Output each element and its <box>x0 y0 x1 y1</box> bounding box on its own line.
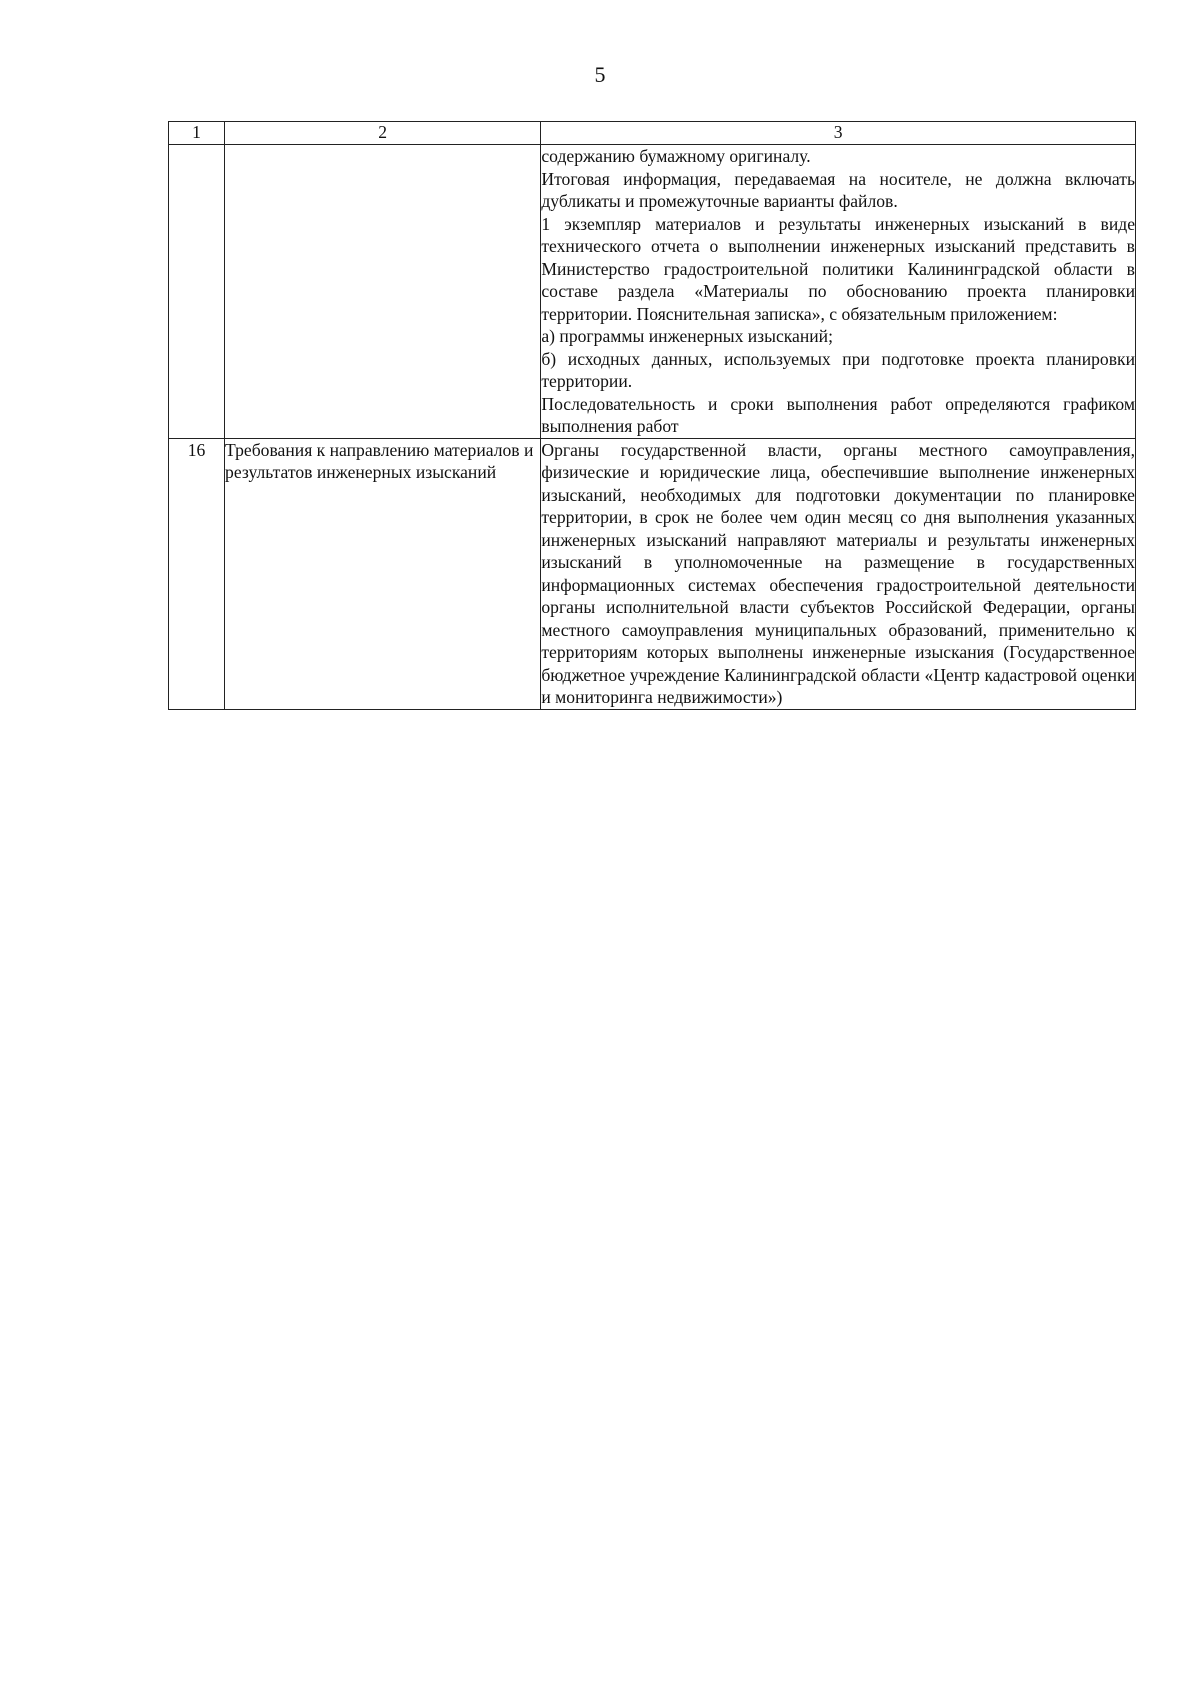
column-header-1: 1 <box>169 122 225 145</box>
content-paragraph: б) исходных данных, используемых при подготовке проекта планировки территории. <box>541 348 1135 391</box>
content-paragraph: Последовательность и сроки выполнения работ определяются графиком выполнения работ <box>541 393 1135 436</box>
requirements-table <box>168 121 1136 710</box>
row-content-cell <box>541 438 1136 709</box>
column-header-3: 3 <box>541 122 1136 145</box>
content-paragraph: Органы государственной власти, органы местного самоуправления, физические и юридические лица, обеспечившие выполнение инженерных изысканий, необходимых для подготовки документации по планировке территории, в срок не более чем один месяц со дня выполнения указанных инженерных изысканий направляют материалы и результаты инженерных изысканий в уполномоченные на размещение в государственных информационных системах обеспечения градостроительной деятельности органы исполнительной власти субъектов Российской Федерации, органы местного самоуправления муниципальных образований, применительно к территориям которых выполнены инженерные изыскания (Государственное бюджетное учреждение Калининградской области «Центр кадастровой оценки и мониторинга недвижимости») <box>541 439 1135 707</box>
table-row <box>169 438 1136 709</box>
content-paragraph: а) программы инженерных изысканий; <box>541 326 833 346</box>
content-paragraph: 1 экземпляр материалов и результаты инженерных изысканий в виде технического отчета о выполнении инженерных изысканий представить в Министерство градостроительной политики Калининградской области в составе раздела «Материалы по обоснованию проекта планировки территории. Пояснительная записка», с обязательным приложением: <box>541 213 1135 324</box>
row-title-cell: Требования к направлению материалов и результатов инженерных изысканий <box>225 438 541 709</box>
table-row <box>169 145 1136 439</box>
column-header-2: 2 <box>225 122 541 145</box>
row-title-cell <box>225 145 541 439</box>
page-number: 5 <box>594 62 606 87</box>
content-paragraph: Итоговая информация, передаваемая на носителе, не должна включать дубликаты и промежуточные варианты файлов. <box>541 168 1135 211</box>
table-header-row <box>169 122 1136 145</box>
row-content-cell <box>541 145 1136 439</box>
row-number-cell: 16 <box>169 438 225 709</box>
row-number-cell <box>169 145 225 439</box>
content-paragraph: содержанию бумажному оригиналу. <box>541 146 811 166</box>
